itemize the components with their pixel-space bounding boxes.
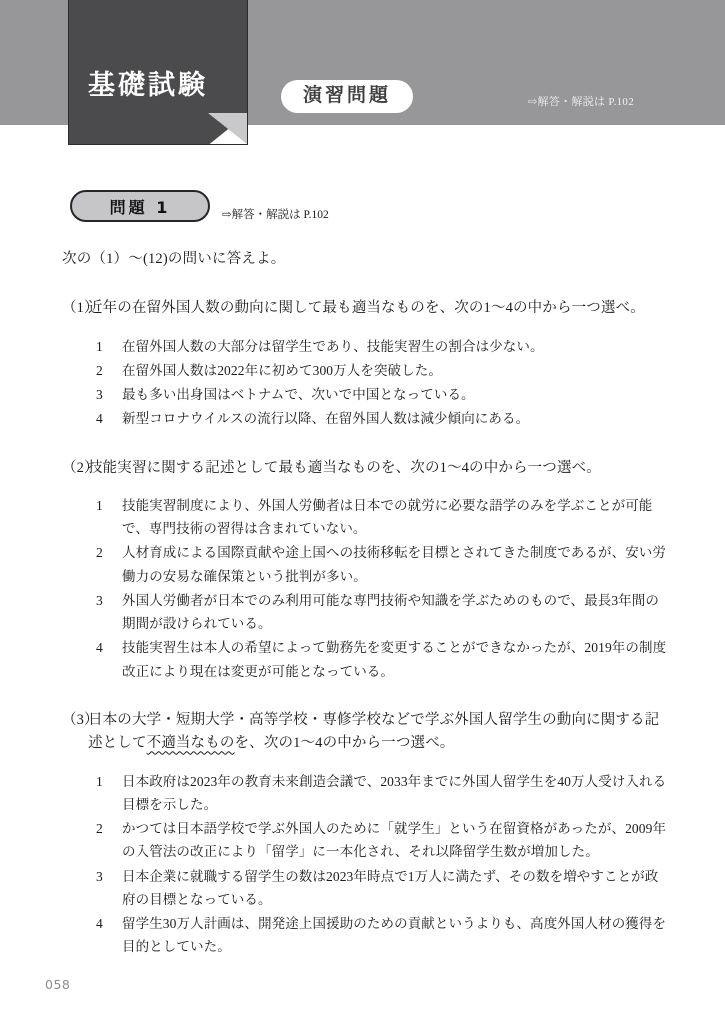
option-text: かつては日本語学校で学ぶ外国人のために「就学生」という在留資格があったが、2009年の入管法の改正により「留学」に一本化され、それ以降留学生数が増加した。: [122, 821, 667, 860]
instruction-lead: 次の（1）〜(12)の問いに答えよ。: [62, 251, 286, 267]
option-number: 2: [96, 821, 103, 837]
option-number: 1: [96, 338, 103, 354]
option-text: 留学生30万人計画は、開発途上国援助のための貢献というよりも、高度外国人材の獲得を目的としていた。: [122, 916, 667, 955]
problem-number-badge: 問題 1: [70, 190, 210, 222]
question-stem-3: [62, 709, 670, 756]
option-item[interactable]: [96, 770, 670, 816]
exercise-label-pill: 演習問題: [281, 80, 413, 113]
question-stem-text-3-part2: を、次の1〜4の中から一つ選べ。: [234, 735, 455, 752]
question-stem-text-1: 近年の在留外国人数の動向に関して最も適当なものを、次の1〜4の中から一つ選べ。: [88, 300, 645, 317]
question-content: [62, 248, 670, 985]
option-number: 3: [96, 868, 103, 884]
option-number: 4: [96, 640, 103, 656]
option-list-3: [62, 770, 670, 959]
option-text: 在留外国人数の大部分は留学生であり、技能実習生の割合は少ない。: [122, 338, 544, 354]
option-item[interactable]: [96, 589, 670, 635]
question-block-2: [62, 457, 670, 683]
option-text: 最も多い出身国はベトナムで、次いで中国となっている。: [122, 387, 475, 403]
option-number: 1: [96, 498, 103, 514]
option-text: 技能実習生は本人の希望によって勤務先を変更することができなかったが、2019年の制度改正により現在は変更が可能となっている。: [122, 640, 667, 679]
option-list-2: [62, 494, 670, 683]
option-number: 4: [96, 411, 103, 427]
option-number: 3: [96, 592, 103, 608]
option-item[interactable]: [96, 817, 670, 863]
option-number: 3: [96, 387, 103, 403]
question-block-1: [62, 297, 670, 430]
chapter-title: 基礎試験: [88, 70, 208, 101]
option-number: 2: [96, 545, 103, 561]
option-item[interactable]: [96, 335, 670, 358]
option-item[interactable]: [96, 541, 670, 587]
question-stem-text-2: 技能実習に関する記述として最も適当なものを、次の1〜4の中から一つ選べ。: [88, 459, 601, 476]
option-item[interactable]: [96, 636, 670, 682]
question-stem-2: [62, 457, 670, 480]
option-item[interactable]: [96, 865, 670, 911]
option-item[interactable]: [96, 494, 670, 540]
option-number: 4: [96, 916, 103, 932]
option-text: 新型コロナウイルスの流行以降、在留外国人数は減少傾向にある。: [122, 411, 530, 427]
problem-answer-reference: ⇨解答・解説は P.102: [222, 209, 329, 221]
question-block-3: [62, 709, 670, 959]
question-stem-text-3-part1: 日本の大学・短期大学・高等学校・専修学校などで学ぶ外国人留学生の動向に関する記述として: [88, 711, 660, 752]
option-text: 技能実習制度により、外国人労働者は日本での就労に必要な語学のみを学ぶことが可能で、専門技術の習得は含まれていない。: [122, 498, 653, 537]
question-stem-emphasis-3: 不適当なもの: [146, 735, 235, 752]
question-number-1: （1）: [62, 300, 99, 317]
option-number: 2: [96, 362, 103, 378]
header-answer-reference: ⇨解答・解説は P.102: [528, 96, 635, 108]
question-number-2: （2）: [62, 459, 99, 476]
option-text: 外国人労働者が日本でのみ利用可能な専門技術や知識を学ぶためのもので、最長3年間の期間が設けられている。: [122, 592, 659, 632]
option-list-1: [62, 335, 670, 431]
option-text: 人材育成による国際貢献や途上国への技術移転を目標とされてきた制度であるが、安い労働力の安易な確保策という批判が多い。: [122, 545, 666, 584]
option-item[interactable]: [96, 359, 670, 382]
option-item[interactable]: [96, 383, 670, 406]
option-item[interactable]: [96, 407, 670, 430]
page-number: 058: [45, 977, 71, 992]
option-number: 1: [96, 773, 103, 789]
option-text: 在留外国人数は2022年に初めて300万人を突破した。: [122, 362, 442, 378]
option-text: 日本政府は2023年の教育未来創造会議で、2033年までに外国人留学生を40万人受け入れる目標を示した。: [122, 773, 667, 812]
question-number-3: （3）: [62, 711, 99, 728]
question-stem-1: [62, 297, 670, 320]
option-item[interactable]: [96, 912, 670, 958]
option-text: 日本企業に就職する留学生の数は2023年時点で1万人に満たず、その数を増やすことが政府の目標となっている。: [122, 868, 659, 907]
